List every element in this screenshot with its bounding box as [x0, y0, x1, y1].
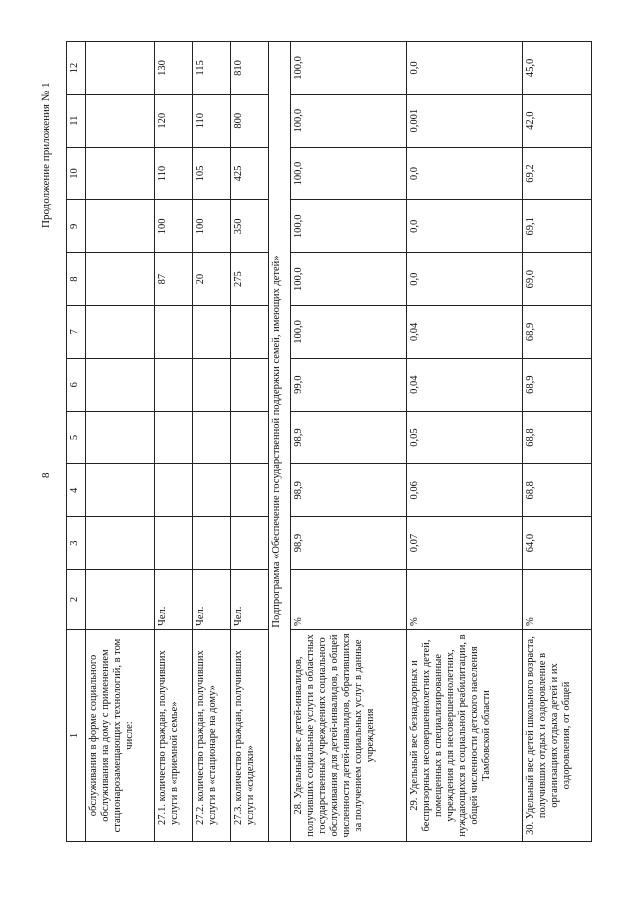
value-cell [155, 306, 193, 359]
indicator-name: 27.2. количество граждан, получивших услуги в «стационаре на дому» [192, 630, 230, 842]
value-cell [192, 464, 230, 517]
value-cell [86, 253, 155, 306]
value-cell [86, 306, 155, 359]
value-cell: 99,0 [290, 358, 406, 411]
value-cell: 100,0 [290, 42, 406, 95]
value-cell: 0,001 [406, 94, 522, 147]
value-cell: 69,1 [522, 200, 591, 253]
value-cell: 0,06 [406, 464, 522, 517]
value-cell [155, 358, 193, 411]
unit-cell: Чел. [192, 570, 230, 630]
value-cell: 64,0 [522, 517, 591, 570]
value-cell: 0,0 [406, 253, 522, 306]
value-cell: 100 [155, 200, 193, 253]
column-header-12: 12 [67, 42, 86, 95]
column-header-3: 3 [67, 517, 86, 570]
value-cell: 45,0 [522, 42, 591, 95]
value-cell: 98,9 [290, 464, 406, 517]
page-number: 8 [40, 472, 52, 478]
value-cell: 98,9 [290, 517, 406, 570]
value-cell [86, 411, 155, 464]
value-cell: 100 [192, 200, 230, 253]
value-cell [155, 464, 193, 517]
value-cell: 68,8 [522, 411, 591, 464]
unit-cell: % [290, 570, 406, 630]
indicator-name: 28. Удельный вес детей-инвалидов, получивших социальные услуги в областных государственных учреждениях социального обслуживания для детей-инвалидов, в общей численности детей-инвалидов, обратившихся за получением социальных услуг в данные учреждения [290, 630, 406, 842]
table-row [290, 42, 406, 842]
value-cell [230, 411, 268, 464]
indicator-name: 30. Удельный вес детей школьного возраста, получивших отдых и оздоровление в организациях отдыха детей и их оздоровления, от общей [522, 630, 591, 842]
column-header-9: 9 [67, 200, 86, 253]
value-cell [155, 517, 193, 570]
column-header-4: 4 [67, 464, 86, 517]
value-cell: 87 [155, 253, 193, 306]
value-cell: 100,0 [290, 94, 406, 147]
unit-cell [86, 570, 155, 630]
value-cell: 68,9 [522, 358, 591, 411]
value-cell [86, 517, 155, 570]
indicator-name: обслуживания в форме социального обслуживания на дому с применением стационарозамещающих технологий, в том числе: [86, 630, 155, 842]
subprogram-row [268, 42, 290, 842]
value-cell [192, 517, 230, 570]
value-cell: 0,0 [406, 147, 522, 200]
value-cell: 105 [192, 147, 230, 200]
header-row [67, 42, 86, 842]
value-cell: 20 [192, 253, 230, 306]
value-cell: 100,0 [290, 306, 406, 359]
continuation-note: Продолжение приложения № 1 [40, 82, 52, 228]
table-row [192, 42, 230, 842]
unit-cell: % [406, 570, 522, 630]
value-cell [230, 306, 268, 359]
value-cell: 68,9 [522, 306, 591, 359]
table-row [522, 42, 591, 842]
value-cell [86, 200, 155, 253]
table-row [86, 42, 155, 842]
value-cell [86, 464, 155, 517]
indicators-table [66, 42, 592, 842]
value-cell: 69,2 [522, 147, 591, 200]
table-row [230, 42, 268, 842]
value-cell [155, 411, 193, 464]
unit-cell: Чел. [155, 570, 193, 630]
subprogram-title: Подпрограмма «Обеспечение государственной поддержки семей, имеющих детей» [268, 42, 290, 842]
value-cell [192, 306, 230, 359]
value-cell: 350 [230, 200, 268, 253]
value-cell [86, 358, 155, 411]
column-header-5: 5 [67, 411, 86, 464]
value-cell: 120 [155, 94, 193, 147]
table [66, 41, 592, 842]
value-cell: 110 [192, 94, 230, 147]
column-header-6: 6 [67, 358, 86, 411]
value-cell [192, 411, 230, 464]
column-header-10: 10 [67, 147, 86, 200]
column-header-8: 8 [67, 253, 86, 306]
value-cell: 98,9 [290, 411, 406, 464]
column-header-2: 2 [67, 570, 86, 630]
value-cell: 115 [192, 42, 230, 95]
value-cell: 100,0 [290, 253, 406, 306]
value-cell: 0,0 [406, 42, 522, 95]
value-cell [192, 358, 230, 411]
value-cell: 425 [230, 147, 268, 200]
column-header-11: 11 [67, 94, 86, 147]
value-cell: 0,07 [406, 517, 522, 570]
column-header-7: 7 [67, 306, 86, 359]
indicator-name: 29. Удельный вес безнадзорных и беспризорных несовершеннолетних детей, помещенных в специализированные учреждения для несовершеннолетних, нуждающихся в социальной реабилитации, в общей численности детского населения Тамбовской области [406, 630, 522, 842]
value-cell [230, 358, 268, 411]
value-cell: 110 [155, 147, 193, 200]
value-cell [230, 464, 268, 517]
value-cell [230, 517, 268, 570]
value-cell: 68,8 [522, 464, 591, 517]
table-row [406, 42, 522, 842]
value-cell: 130 [155, 42, 193, 95]
unit-cell: Чел. [230, 570, 268, 630]
value-cell: 810 [230, 42, 268, 95]
value-cell: 100,0 [290, 147, 406, 200]
indicator-name: 27.3. количество граждан, получивших услуги «сиделки» [230, 630, 268, 842]
unit-cell: % [522, 570, 591, 630]
value-cell: 800 [230, 94, 268, 147]
value-cell [86, 94, 155, 147]
indicator-name: 27.1. количество граждан, получивших услуги в «приемной семье» [155, 630, 193, 842]
value-cell: 0,04 [406, 306, 522, 359]
value-cell: 100,0 [290, 200, 406, 253]
value-cell: 0,05 [406, 411, 522, 464]
value-cell: 69,0 [522, 253, 591, 306]
value-cell: 0,04 [406, 358, 522, 411]
value-cell: 275 [230, 253, 268, 306]
value-cell [86, 42, 155, 95]
value-cell [86, 147, 155, 200]
value-cell: 0,0 [406, 200, 522, 253]
value-cell: 42,0 [522, 94, 591, 147]
column-header-1: 1 [67, 630, 86, 842]
table-row [155, 42, 193, 842]
